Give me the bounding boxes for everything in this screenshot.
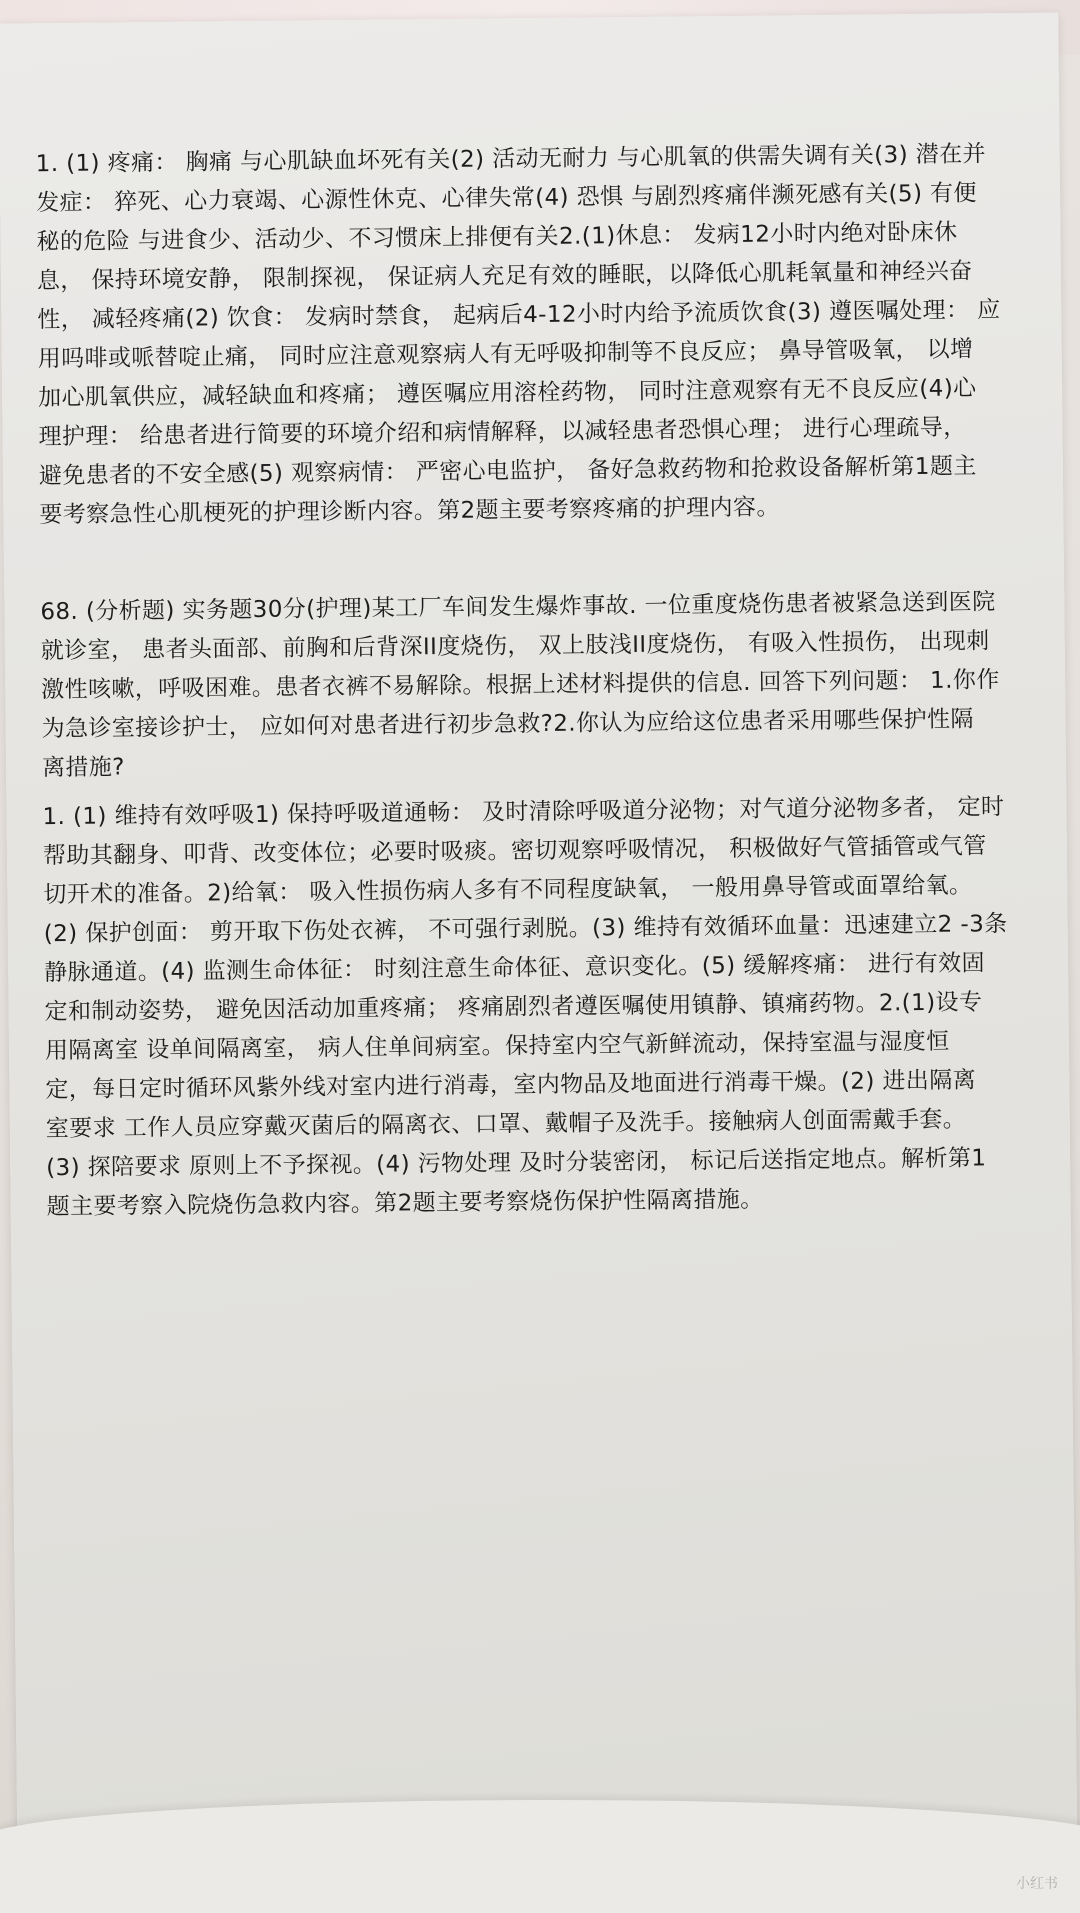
question-68 xyxy=(40,583,1042,788)
answer-block-1 xyxy=(36,135,1040,535)
text-line: 性， 减轻疼痛(2) 饮食： 发病时禁食， 起病后4-12小时内给予流质饮食(3) 遵医嘱处理： 应 xyxy=(37,297,1001,334)
text-line: 息， 保持环境安静， 限制探视， 保证病人充足有效的睡眠，以降低心肌耗氧量和神经兴奋 xyxy=(36,258,973,295)
text-line: 加心肌氧供应，减轻缺血和疼痛； 遵医嘱应用溶栓药物， 同时注意观察有无不良反应(4)心 xyxy=(38,375,977,412)
watermark: 小红书 xyxy=(1016,1876,1058,1892)
text-line: 避免患者的不安全感(5) 观察病情： 严密心电监护， 备好急救药物和抢救设备解析第1题主 xyxy=(38,453,977,490)
text-line: 切开术的准备。2)给氧： 吸入性损伤病人多有不同程度缺氧， 一般用鼻导管或面罩给氧。 xyxy=(43,872,973,909)
text-line: 静脉通道。(4) 监测生命体征： 时刻注意生命体征、意识变化。(5) 缓解疼痛： 进行有效固 xyxy=(44,950,986,987)
text-line: 室要求 工作人员应穿戴灭菌后的隔离衣、口罩、戴帽子及洗手。接触病人创面需戴手套。 xyxy=(45,1106,967,1143)
text-line: 要考察急性心肌梗死的护理诊断内容。第2题主要考察疼痛的护理内容。 xyxy=(39,494,780,529)
text-line: 1. (1) 疼痛： 胸痛 与心肌缺血坏死有关(2) 活动无耐力 与心肌氧的供需失调有关(3) 潜在并 xyxy=(35,141,987,178)
text-line: 题主要考察入院烧伤急救内容。第2题主要考察烧伤保护性隔离措施。 xyxy=(46,1186,764,1221)
text-line: 秘的危险 与进食少、活动少、不习惯床上排便有关2.(1)休息： 发病12小时内绝对卧床休 xyxy=(36,219,958,256)
text-line: 就诊室， 患者头面部、前胸和后背深II度烧伤， 双上肢浅II度烧伤， 有吸入性损伤， 出现刺 xyxy=(40,628,990,665)
text-line: (3) 探陪要求 原则上不予探视。(4) 污物处理 及时分装密闭， 标记后送指定地点。解析第1 xyxy=(46,1145,987,1182)
answer-block-68 xyxy=(42,788,1046,1227)
text-line: 理护理： 给患者进行简要的环境介绍和病情解释，以减轻患者恐惧心理； 进行心理疏导， xyxy=(38,414,967,451)
text-line: 帮助其翻身、叩背、改变体位；必要时吸痰。密切观察呼吸情况， 积极做好气管插管或气管 xyxy=(42,833,987,870)
text-line: 发症： 猝死、心力衰竭、心源性休克、心律失常(4) 恐惧 与剧烈疼痛伴濒死感有关(5) 有便 xyxy=(35,180,978,217)
text-line: 1. (1) 维持有效呼吸1) 保持呼吸道通畅： 及时清除呼吸道分泌物；对气道分泌物多者， 定时 xyxy=(42,794,1005,831)
paper-sheet xyxy=(0,13,1078,1894)
text-line: 68. (分析题) 实务题30分(护理)某工厂车间发生爆炸事故. 一位重度烧伤患者被紧急送到医院 xyxy=(40,589,996,626)
text-line: 为急诊室接诊护士， 应如何对患者进行初步急救?2.你认为应给这位患者采用哪些保护性隔 xyxy=(41,706,974,743)
text-line: 定，每日定时循环风紫外线对室内进行消毒，室内物品及地面进行消毒干燥。(2) 进出隔离 xyxy=(45,1067,977,1104)
text-line: (2) 保护创面： 剪开取下伤处衣裤， 不可强行剥脱。(3) 维持有效循环血量：迅速建立2 -3条 xyxy=(43,911,1008,948)
text-line: 离措施? xyxy=(41,754,125,782)
text-line: 激性咳嗽，呼吸困难。患者衣裤不易解除。根据上述材料提供的信息. 回答下列问题： 1.你作 xyxy=(41,667,1000,704)
text-line: 定和制动姿势， 避免因活动加重疼痛； 疼痛剧烈者遵医嘱使用镇静、镇痛药物。2.(1)设专 xyxy=(44,989,983,1026)
text-line: 用隔离室 设单间隔离室， 病人住单间病室。保持室内空气新鲜流动，保持室温与湿度恒 xyxy=(44,1028,950,1065)
curled-page-edge xyxy=(0,1800,1080,1913)
text-line: 用吗啡或哌替啶止痛， 同时应注意观察病人有无呼吸抑制等不良反应； 鼻导管吸氧， 以增 xyxy=(37,336,974,373)
